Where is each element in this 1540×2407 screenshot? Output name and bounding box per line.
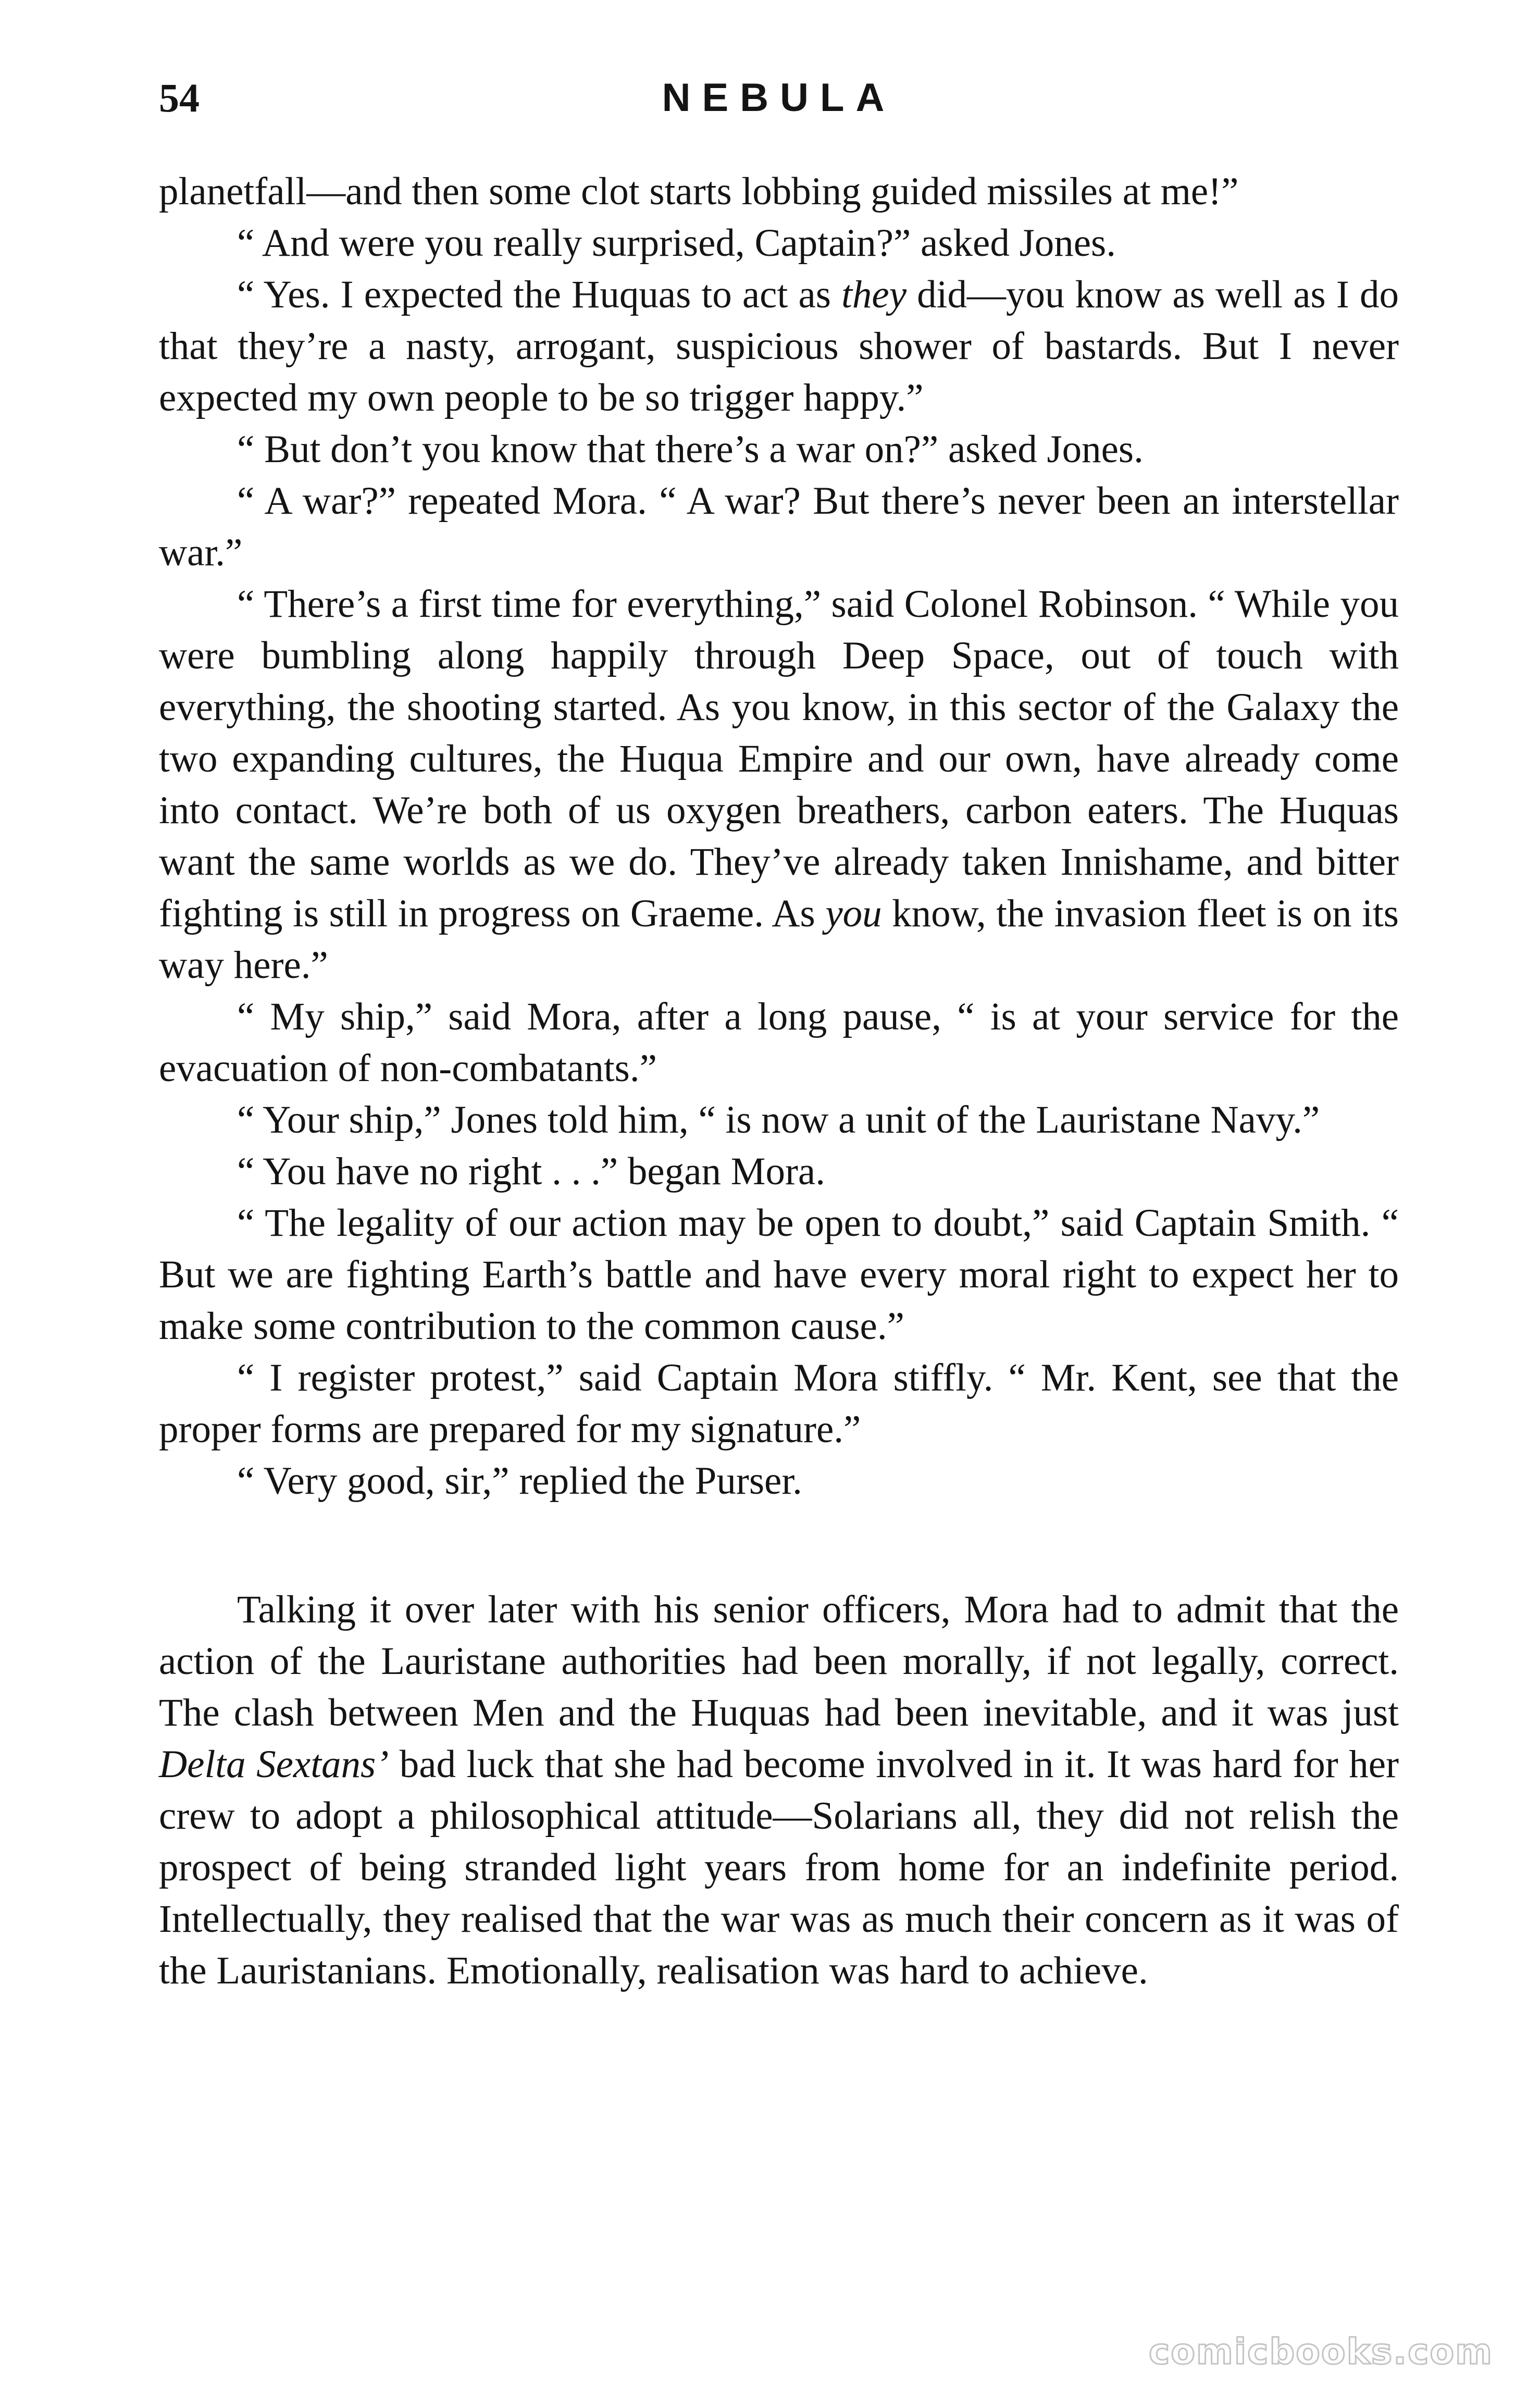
text-run: “ Yes. I expected the Huquas to act as (237, 273, 842, 316)
text-run: “ I register protest,” said Captain Mora stiffly. “ Mr. Kent, see that the proper forms are prepared for my signature.” (159, 1356, 1399, 1451)
paragraph (159, 991, 1399, 1094)
text-run: “ But don’t you know that there’s a war on?” asked Jones. (237, 428, 1144, 471)
text-run: “ And were you really surprised, Captain?” asked Jones. (237, 221, 1116, 265)
paragraph (159, 1584, 1399, 1996)
paragraph (159, 269, 1399, 424)
text-run: “ My ship,” said Mora, after a long pause, “ is at your service for the evacuation of non-combatants.” (159, 995, 1399, 1090)
text-run: know, the invasion fleet is on its way here.” (159, 892, 1399, 987)
paragraph (159, 1455, 1399, 1507)
paragraph (159, 166, 1399, 217)
paragraph (159, 1352, 1399, 1455)
watermark: comicbooks.com (1148, 2331, 1493, 2373)
paragraph (159, 424, 1399, 475)
text-run: bad luck that she had become involved in it. It was hard for her crew to adopt a philosophical attitude—Solarians all, they did not relish the prospect of being stranded light years from home for an indefinite period. Intellectually, they realised that the war was as much their concern as it was of the Lauristanians. Emotionally, realisation was hard to achieve. (159, 1743, 1399, 1992)
text-run: “ A war?” repeated Mora. “ A war? But there’s never been an interstellar war.” (159, 479, 1399, 574)
paragraph (159, 217, 1399, 269)
paragraph (159, 1146, 1399, 1197)
magazine-title: NEBULA (662, 76, 896, 120)
paragraph (159, 1094, 1399, 1146)
emphasized-text: you (825, 892, 882, 935)
text-run: “ You have no right . . .” began Mora. (237, 1150, 825, 1193)
text-run: “ Very good, sir,” replied the Purser. (237, 1459, 802, 1503)
text-run: “ The legality of our action may be open to doubt,” said Captain Smith. “ But we are fighting Earth’s battle and have every moral right to expect her to make some contribution to the common cause.” (159, 1201, 1399, 1348)
emphasized-text: Delta Sextans’ (159, 1743, 389, 1786)
text-run: Talking it over later with his senior officers, Mora had to admit that the action of the Lauristane authorities had been morally, if not legally, correct. The clash between Men and the Huquas had been inevitable, and it was just (159, 1588, 1399, 1734)
text-run: planetfall—and then some clot starts lobbing guided missiles at me!” (159, 170, 1239, 213)
text-run: “ Your ship,” Jones told him, “ is now a unit of the Lauristane Navy.” (237, 1098, 1320, 1142)
page-number: 54 (159, 75, 200, 120)
paragraph (159, 475, 1399, 578)
paragraph (159, 1197, 1399, 1352)
body-text (159, 166, 1399, 1996)
running-head (159, 72, 1399, 129)
emphasized-text: they (841, 273, 906, 316)
paragraph (159, 578, 1399, 991)
text-run: did—you know as well as I do that they’re a nasty, arrogant, suspicious shower of bastards. But I never expected my own people to be so trigger happy.” (159, 273, 1399, 419)
text-run: “ There’s a first time for everything,” said Colonel Robinson. “ While you were bumbling along happily through Deep Space, out of touch with everything, the shooting started. As you know, in this sector of the Galaxy the two expanding cultures, the Huqua Empire and our own, have already come into contact. We’re both of us oxygen breathers, carbon eaters. The Huquas want the same worlds as we do. They’ve already taken Innishame, and bitter fighting is still in progress on Graeme. As (159, 582, 1399, 935)
